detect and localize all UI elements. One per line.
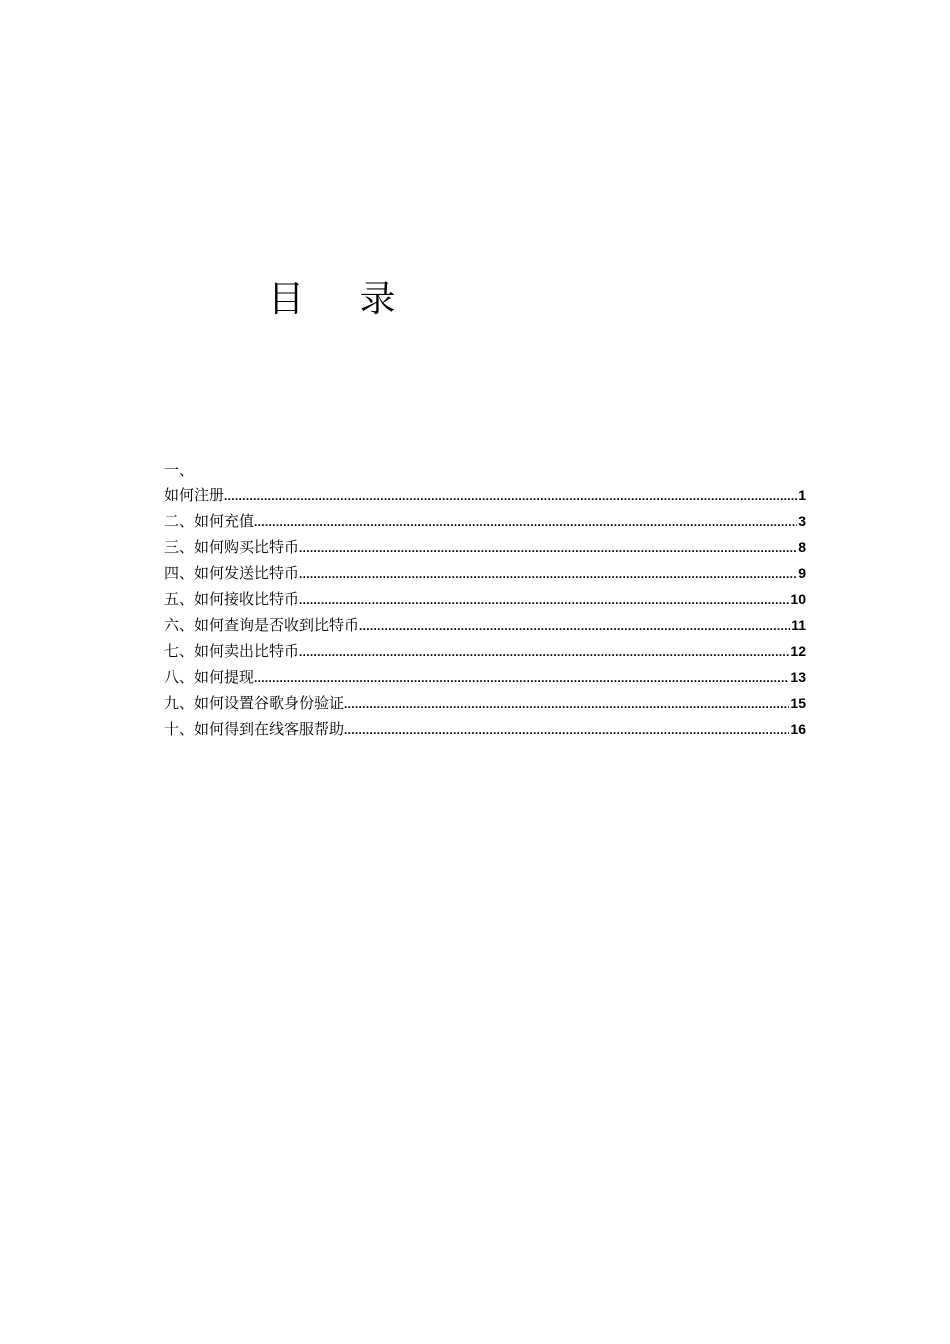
toc-entry[interactable] <box>164 508 806 534</box>
toc-leader-dots <box>299 639 789 665</box>
toc-entry[interactable] <box>164 638 806 664</box>
toc-entry-page: 12 <box>790 643 806 659</box>
toc-entry[interactable] <box>164 716 806 742</box>
toc-entry[interactable] <box>164 612 806 638</box>
toc-entry-page: 11 <box>791 617 806 633</box>
toc-entry-text: 八、如何提现 <box>164 668 255 686</box>
toc-entry-text: 十、如何得到在线客服帮助 <box>164 720 345 738</box>
toc-entry[interactable] <box>164 482 806 508</box>
toc-entry-text: 三、如何购买比特币 <box>164 538 300 556</box>
toc-entry-page: 10 <box>790 591 806 607</box>
toc-entry-page: 8 <box>798 539 806 555</box>
toc-entry-page: 1 <box>798 487 806 503</box>
toc-entry-text: 四、如何发送比特币 <box>164 564 300 582</box>
toc-entry-page: 3 <box>798 513 806 529</box>
toc-entry-page: 13 <box>790 669 806 685</box>
table-of-contents <box>164 458 806 742</box>
toc-entry-text: 如何注册 <box>164 486 225 504</box>
toc-leader-dots <box>299 587 789 613</box>
toc-entry-page: 16 <box>790 721 806 737</box>
toc-leader-dots <box>359 613 790 639</box>
toc-leader-dots <box>224 483 797 509</box>
toc-entry-page: 9 <box>798 565 806 581</box>
toc-entry-text: 五、如何接收比特币 <box>164 590 300 608</box>
toc-entry-text: 七、如何卖出比特币 <box>164 642 300 660</box>
toc-entry[interactable] <box>164 690 806 716</box>
toc-entry-page: 15 <box>790 695 806 711</box>
toc-leader-dots <box>299 535 797 561</box>
toc-entry[interactable] <box>164 560 806 586</box>
toc-entry[interactable] <box>164 664 806 690</box>
toc-leader-dots <box>254 509 797 535</box>
toc-entry[interactable] <box>164 534 806 560</box>
toc-list <box>164 482 806 742</box>
toc-orphan-prefix: 一、 <box>164 461 195 479</box>
toc-leader-dots <box>299 561 797 587</box>
toc-entry[interactable] <box>164 586 806 612</box>
toc-leader-dots <box>344 691 789 717</box>
toc-entry-text: 二、如何充值 <box>164 512 255 530</box>
toc-entry-text: 六、如何查询是否收到比特币 <box>164 616 360 634</box>
toc-leader-dots <box>254 665 789 691</box>
toc-leader-dots <box>344 717 789 743</box>
toc-entry-text: 九、如何设置谷歌身份验证 <box>164 694 345 712</box>
toc-title: 目 录 <box>268 279 418 320</box>
